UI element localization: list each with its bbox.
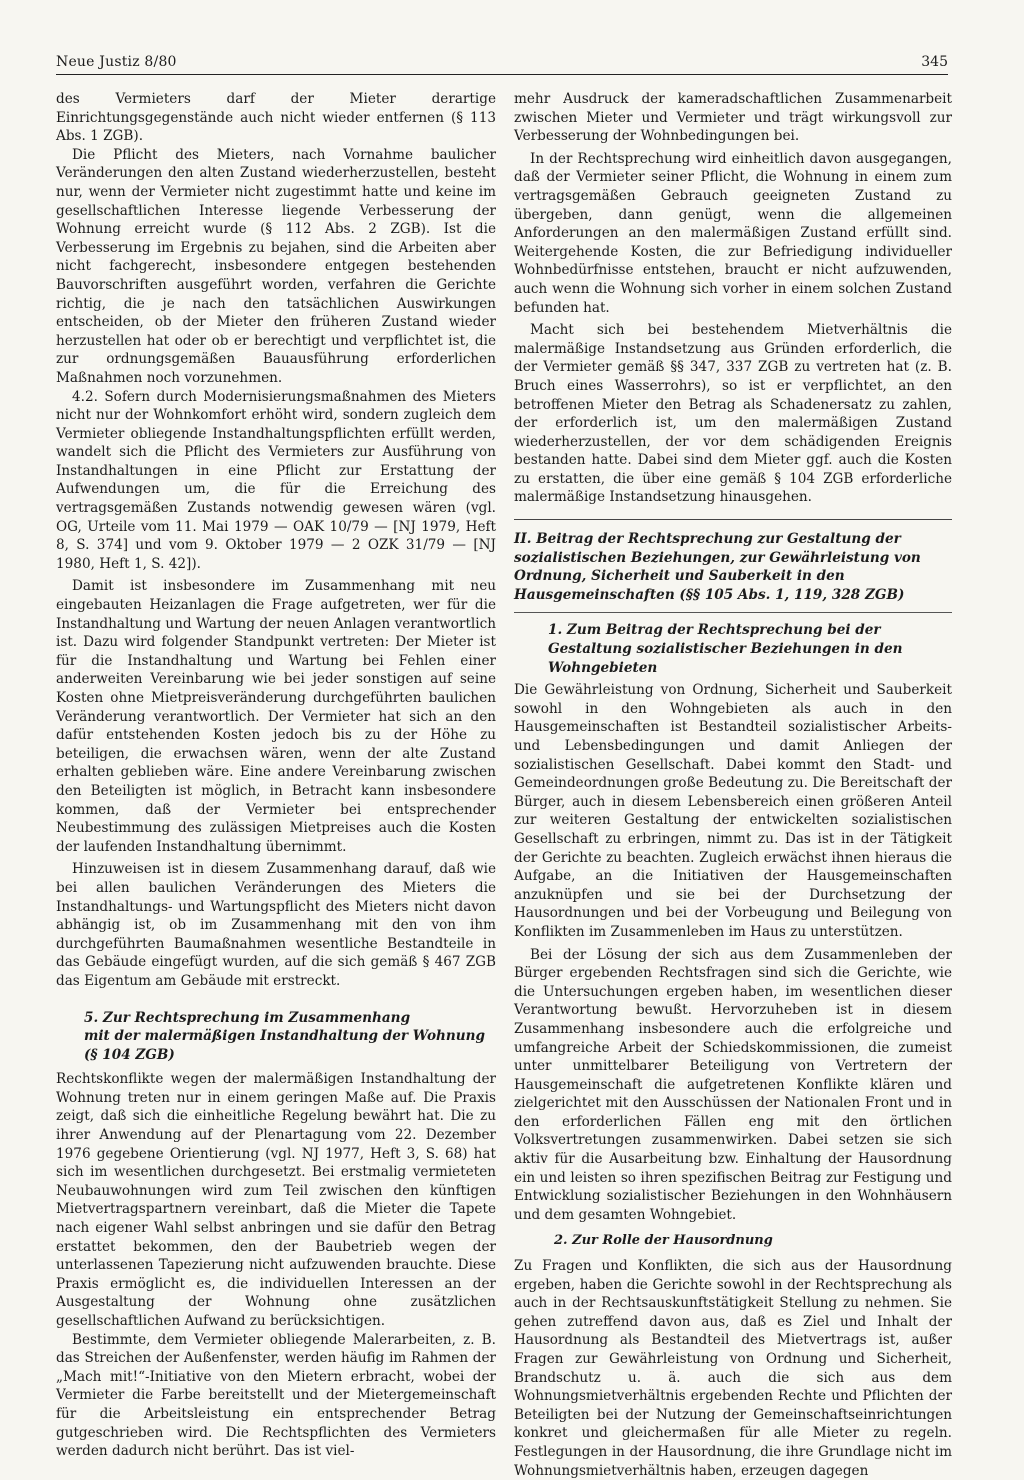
paragraph: Die Gewährleistung von Ordnung, Sicherheit und Sauberkeit sowohl in den Wohngebieten als auch in den Hausgemeinschaften ist Bestandteil sozialistischer Arbeits- und Lebensbedingungen und damit Anliegen der sozialistischen Gesellschaft. Dabei kommt den Stadt- und Gemeindeordnungen große Bedeutung zu. Die Bereitschaft der Bürger, auch in diesem Lebensbereich einen größeren Anteil zur weiteren Gestaltung der entwickelten sozialistischen Gesellschaft zu erbringen, nimmt zu. Das ist in der Tätigkeit der Gerichte zu beachten. Zugleich erwächst ihnen hieraus die Aufgabe, an die Initiativen der Hausgemeinschaften anzuknüpfen und sie bei der Durchsetzung der Hausordnungen und bei der Vorbeugung und Beilegung von Konflikten im Zusammenleben im Haus zu unterstützen.: [514, 682, 952, 940]
paragraph: mehr Ausdruck der kameradschaftlichen Zusammenarbeit zwischen Mieter und Vermieter und trägt wirkungsvoll zur Verbesserung der Wohnbedingungen bei.: [514, 91, 952, 145]
section-5-heading: [56, 1009, 496, 1065]
chapter-II-heading: [514, 519, 952, 604]
chapter-heading: II. Beitrag der Rechtsprechung zur Gestaltung der sozialistischen Beziehungen, zur Gewährleistung von Ordnung, Sicherheit und Sauberkeit in den Hausgemeinschaften (§§ 105 Abs. 1, 119, 328 ZGB): [514, 531, 921, 603]
paragraph: Damit ist insbesondere im Zusammenhang mit neu eingebauten Heizanlagen die Frage aufgetreten, wer für die Instandhaltung und Wartung der neuen Anlagen verantwortlich ist. Dazu wird folgender Standpunkt vertreten: Der Mieter ist für die Instandhaltung und Wartung bei Fehlen einer anderweiten Vereinbarung wie bei jeder sonstigen auf seine Kosten ohne Mietpreisveränderung durchgeführten baulichen Veränderung verantwortlich. Der Vermieter hat sich an den dafür entstehenden Kosten jedoch bis zu der Höhe zu beteiligen, die erwachsen wären, wenn der alte Zustand erhalten geblieben wäre. Eine andere Vereinbarung zwischen den Beteiligten ist möglich, in Betracht kann insbesondere kommen, daß der Vermieter bei entsprechender Neubestimmung des zulässigen Mietpreises auch die Kosten der laufenden Instandhaltung übernimmt.: [56, 578, 496, 855]
section-heading: 2. Zur Rolle der Hausordnung: [554, 1233, 773, 1249]
page-header: [56, 54, 948, 75]
paragraph: Die Pflicht des Mieters, nach Vornahme baulicher Veränderungen den alten Zustand wiederherzustellen, besteht nur, wenn der Vermieter nicht zugestimmt hatte und keine im gesellschaftlichen Interesse liegende Verbesserung der Wohnung erreicht wurde (§ 112 Abs. 2 ZGB). Ist die Verbesserung im Ergebnis zu bejahen, sind die Arbeiten aber nicht fachgerecht, insbesondere entgegen bestehenden Bauvorschriften ausgeführt worden, verfahren die Gerichte richtig, die je nach den tatsächlichen Auswirkungen entscheiden, ob der Mieter den früheren Zustand wieder herzustellen hat oder ob er berechtigt und verpflichtet ist, die zur ordnungsgemäßen Bauausführung erforderlichen Maßnahmen noch vorzunehmen.: [56, 146, 496, 386]
paragraph: des Vermieters darf der Mieter derartige Einrichtungsgegenstände auch nicht wieder entfernen (§ 113 Abs. 1 ZGB).: [56, 91, 496, 145]
journal-title: Neue Justiz 8/80: [56, 54, 177, 70]
section-heading-line: 5. Zur Rechtsprechung im Zusammenhang: [84, 1009, 411, 1026]
paragraph: 4.2. Sofern durch Modernisierungsmaßnahmen des Mieters nicht nur der Wohnkomfort erhöht wird, sondern zugleich dem Vermieter obliegende Instandhaltungspflichten erfüllt werden, wandelt sich die Pflicht des Vermieters zur Ausführung von Instandhaltungen in eine Pflicht zur Erstattung der Aufwendungen um, die für die Erreichung des vertragsgemäßen Zustands notwendig gewesen wären (vgl. OG, Urteile vom 11. Mai 1979 — OAK 10/79 — [NJ 1979, Heft 8, S. 374] und vom 9. Oktober 1979 — 2 OZK 31/79 — [NJ 1980, Heft 1, S. 42]).: [56, 388, 496, 572]
page-number: 345: [921, 54, 948, 70]
right-column: [514, 90, 952, 1480]
paragraph: Bestimmte, dem Vermieter obliegende Malerarbeiten, z. B. das Streichen der Außenfenster, werden häufig im Rahmen der „Mach mit!“-Initiative von den Mietern erbracht, wobei der Vermieter die Farbe bereitstellt und der Mietergemeinschaft für die Arbeitsleistung ein entsprechender Betrag gutgeschrieben wird. Die Rechtspflichten des Vermieters werden dadurch nicht berührt. Das ist viel-: [56, 1331, 496, 1460]
section-heading: 1. Zum Beitrag der Rechtsprechung bei der Gestaltung sozialistischer Beziehungen in den Wohngebieten: [548, 622, 903, 676]
paragraph: In der Rechtsprechung wird einheitlich davon ausgegangen, daß der Vermieter seiner Pflicht, die Wohnung in einem zum vertragsgemäßen Gebrauch geeigneten Zustand zu übergeben, dann genügt, wenn die allgemeinen Anforderungen an den malermäßigen Zustand erfüllt sind. Weitergehende Kosten, die zur Befriedigung individueller Wohnbedürfnisse entstehen, braucht er nicht aufzuwenden, auch wenn die Wohnung sich vorher in einem solchen Zustand befunden hat.: [514, 150, 952, 316]
paragraph: Bei der Lösung der sich aus dem Zusammenleben der Bürger ergebenden Rechtsfragen sind sich die Gerichte, wie die Untersuchungen ergeben haben, im wesentlichen dieser Verantwortung bewußt. Hervorzuheben ist in diesem Zusammenhang insbesondere auch die erfolgreiche und umfangreiche Arbeit der Schiedskommissionen, die zumeist unter unmittelbarer Beteiligung von Vertretern der Hausgemeinschaft die aufgetretenen Konflikte klären und zielgerichtet mit den Ausschüssen der Nationalen Front und in den erforderlichen Fällen eng mit den örtlichen Volksvertretungen zusammenwirken. Dabei setzen sie sich aktiv für die Ausarbeitung bzw. Einhaltung der Hausordnung ein und leisten so ihren spezifischen Beitrag zur Festigung und Entwicklung sozialistischer Beziehungen in den Wohnhäusern und dem gesamten Wohngebiet.: [514, 946, 952, 1223]
section-heading-line: mit der malermäßigen Instandhaltung der Wohnung (§ 104 ZGB): [84, 1028, 486, 1063]
left-column: [56, 90, 496, 1461]
paragraph: Macht sich bei bestehendem Mietverhältnis die malermäßige Instandsetzung aus Gründen erforderlich, die der Vermieter gemäß §§ 347, 337 ZGB zu vertreten hat (z. B. Bruch eines Wasserrohrs), so ist er verpflichtet, an den betroffenen Mieter den Betrag als Schadenersatz zu zahlen, der erforderlich ist, um den malermäßigen Zustand wiederherzustellen, der vor dem schädigenden Ereignis bestanden hatte. Dabei sind dem Mieter ggf. auch die Kosten zu erstatten, die über eine gemäß § 104 ZGB erforderliche malermäßige Instandsetzung hinausgehen.: [514, 322, 952, 506]
paragraph: Hinzuweisen ist in diesem Zusammenhang darauf, daß wie bei allen baulichen Veränderungen des Mieters die Instandhaltungs- und Wartungspflicht des Mieters nicht davon abhängig ist, ob im Zusammenhang mit den von ihm durchgeführten Baumaßnahmen wesentliche Bestandteile in das Gebäude eingefügt wurden, auf die sich gemäß § 467 ZGB das Eigentum am Gebäude mit erstreckt.: [56, 861, 496, 989]
section-2-heading: [514, 1232, 952, 1251]
section-1-heading: [514, 612, 952, 677]
paragraph: Rechtskonflikte wegen der malermäßigen Instandhaltung der Wohnung treten nur in einem geringen Maße auf. Die Praxis zeigt, daß sich die einheitliche Regelung bewährt hat. Die zu ihrer Anwendung auf der Plenartagung vom 22. Dezember 1976 gegebene Orientierung (vgl. NJ 1977, Heft 3, S. 68) hat sich im wesentlichen durchgesetzt. Bei erstmalig vermieteten Neubauwohnungen wird zum Teil zwischen den künftigen Mietvertragspartnern vereinbart, daß die Mieter die Tapete nach eigener Wahl selbst anbringen und sie dafür den Betrag erstattet bekommen, den der Baubetrieb wegen der unterlassenen Tapezierung nicht aufzuwenden brauchte. Diese Praxis ermöglicht es, die individuellen Interessen an der Ausgestaltung der Wohnung ohne zusätzlichen gesellschaftlichen Aufwand zu berücksichtigen.: [56, 1071, 496, 1329]
paragraph: Zu Fragen und Konflikten, die sich aus der Hausordnung ergeben, haben die Gerichte sowohl in der Rechtsprechung als auch in der Rechtsauskunftstätigkeit Stellung zu nehmen. Sie gehen zutreffend davon aus, daß es Ziel und Inhalt der Hausordnung als Bestandteil des Mietvertrags ist, außer Fragen zur Gewährleistung von Ordnung und Sicherheit, Brandschutz u. ä. auch die sich aus dem Wohnungsmietverhältnis ergebenden Rechte und Pflichten der Beteiligten bei der Nutzung der Gemeinschaftseinrichtungen konkret und gleichermaßen für alle Mieter zu regeln. Festlegungen in der Hausordnung, die ihre Grundlage nicht im Wohnungsmietverhältnis haben, erzeugen dagegen: [514, 1258, 952, 1479]
